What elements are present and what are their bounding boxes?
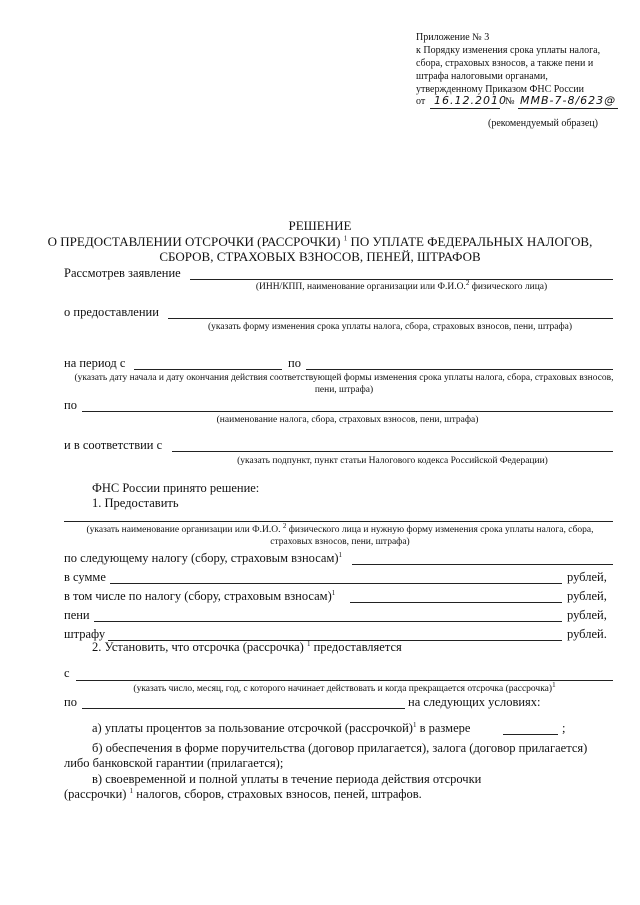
heading-line-1-a: О ПРЕДОСТАВЛЕНИИ ОТСРОЧКИ (РАССРОЧКИ) [47, 234, 341, 249]
condition-a-text-1: а) уплаты процентов за пользование отсрочкой (рассрочкой) [92, 721, 413, 735]
appendix-date-line [430, 108, 500, 109]
item-2-b: предоставляется [313, 640, 402, 654]
condition-c-line-2 [64, 787, 422, 802]
fine-rub: рублей. [567, 627, 607, 641]
condition-c-sup: 1 [129, 786, 134, 795]
penalty-field[interactable] [94, 621, 562, 622]
from-field[interactable] [76, 680, 613, 681]
appendix-line-2: сбора, страховых взносов, а также пени и [416, 58, 594, 69]
fine-label: штрафу [64, 627, 106, 641]
period-label: на период с [64, 356, 126, 370]
by-label: по [64, 398, 77, 412]
period-to-field[interactable] [306, 369, 613, 370]
accordance-label: и в соответствии с [64, 438, 163, 452]
incl-label-sup: 1 [331, 588, 336, 597]
caption-code: (указать подпункт, пункт статьи Налогового кодекса Российской Федерации) [237, 456, 548, 466]
caption-inn-sup: 2 [465, 278, 470, 287]
incl-label-text: в том числе по налогу (сбору, страховым взносам) [64, 589, 332, 603]
appendix-date-handwritten: 16.12.2010 [434, 94, 507, 107]
caption-tax: (наименование налога, сбора, страховых взносов, пени, штрафа) [216, 415, 479, 425]
item-2-a: 2. Установить, что отсрочка (рассрочка) [92, 640, 304, 654]
condition-a-text-2: в размере [419, 721, 471, 735]
appendix-line-4: утвержденному Приказом ФНС России [416, 84, 584, 95]
condition-a-sup: 1 [412, 720, 417, 729]
incl-rub: рублей, [567, 589, 607, 603]
caption-org-a: (указать наименование организации или Ф.И.О. [86, 525, 281, 535]
caption-inn [190, 278, 613, 293]
appendix-order-handwritten: ММВ-7-8/623@ [520, 94, 617, 107]
tax-label-text: по следующему налогу (сбору, страховым взносам) [64, 551, 339, 565]
condition-c-text-a: (рассрочки) [64, 787, 127, 801]
caption-org-sup: 2 [282, 521, 287, 530]
caption-form: (указать форму изменения срока уплаты налога, сбора, страховых взносов, пени, штрафа) [208, 322, 572, 332]
caption-org-b: физического лица и нужную форму изменения срока уплаты налога, сбора, страховых взносов, пени, штрафа) [270, 525, 594, 547]
condition-b-line-2: либо банковской гарантии (прилагается); [64, 756, 284, 770]
incl-label [64, 589, 335, 604]
tax-label-sup: 1 [338, 550, 343, 559]
tax-name-field[interactable] [82, 411, 613, 412]
condition-b-line-1: б) обеспечения в форме поручительства (договор прилагается), залога (договор прилагается) [92, 741, 588, 755]
provision-field[interactable] [168, 318, 613, 319]
heading-line-1-sup: 1 [343, 234, 348, 243]
considered-field[interactable] [190, 279, 613, 280]
appendix-line-3: штрафа налоговыми органами, [416, 71, 548, 82]
caption-inn-a: (ИНН/КПП, наименование организации или Ф.И.О. [255, 282, 466, 292]
considered-label: Рассмотрев заявление [64, 266, 181, 280]
appendix-no-label: № [505, 96, 515, 107]
to-field[interactable] [82, 708, 405, 709]
condition-a-end: ; [562, 721, 566, 735]
heading-line-1-b: ПО УПЛАТЕ ФЕДЕРАЛЬНЫХ НАЛОГОВ, [350, 234, 593, 249]
caption-org [70, 521, 610, 548]
caption-period: (указать дату начала и дату окончания действия соответствующей формы изменения срока уплаты налога, сбора, страховых взносов, пени, штрафа) [74, 373, 614, 395]
period-from-field[interactable] [134, 369, 282, 370]
caption-dates-sup: 1 [552, 680, 556, 689]
to-label: по [64, 695, 77, 709]
penalty-rub: рублей, [567, 608, 607, 622]
tax-field[interactable] [352, 564, 613, 565]
item-2-sup: 1 [306, 639, 311, 648]
appendix-order-line [518, 108, 618, 109]
appendix-line-1: к Порядку изменения срока уплаты налога, [416, 45, 601, 56]
accordance-field[interactable] [172, 451, 613, 452]
condition-a [92, 721, 470, 736]
condition-c-line-1: в) своевременной и полной уплаты в течение периода действия отсрочки [92, 772, 482, 786]
item-2 [92, 640, 402, 655]
appendix-number: Приложение № 3 [416, 32, 490, 43]
appendix-from-label: от [416, 96, 426, 107]
amount-label: в сумме [64, 570, 106, 584]
item-1-label: 1. Предоставить [92, 496, 179, 510]
heading-line-1 [0, 234, 640, 249]
from-label: с [64, 666, 70, 680]
penalty-label: пени [64, 608, 90, 622]
period-to-label: по [288, 356, 301, 370]
document-title: РЕШЕНИЕ [288, 218, 352, 233]
org-field[interactable] [64, 521, 613, 522]
interest-rate-field[interactable] [503, 734, 558, 735]
tax-label [64, 551, 342, 566]
caption-inn-b: физического лица) [471, 282, 548, 292]
caption-dates [76, 680, 613, 695]
decision-intro: ФНС России принято решение: [92, 481, 260, 495]
amount-field[interactable] [110, 583, 562, 584]
incl-field[interactable] [350, 602, 562, 603]
amount-rub: рублей, [567, 570, 607, 584]
caption-dates-a: (указать число, месяц, год, с которого начинает действовать и когда прекращается отсрочка (рассрочка) [133, 684, 553, 694]
provision-label: о предоставлении [64, 305, 159, 319]
sample-note: (рекомендуемый образец) [488, 118, 598, 129]
conditions-label: на следующих условиях: [408, 695, 541, 709]
heading-line-2: СБОРОВ, СТРАХОВЫХ ВЗНОСОВ, ПЕНЕЙ, ШТРАФОВ [159, 249, 481, 264]
condition-c-text-b: налогов, сборов, страховых взносов, пеней, штрафов. [136, 787, 422, 801]
